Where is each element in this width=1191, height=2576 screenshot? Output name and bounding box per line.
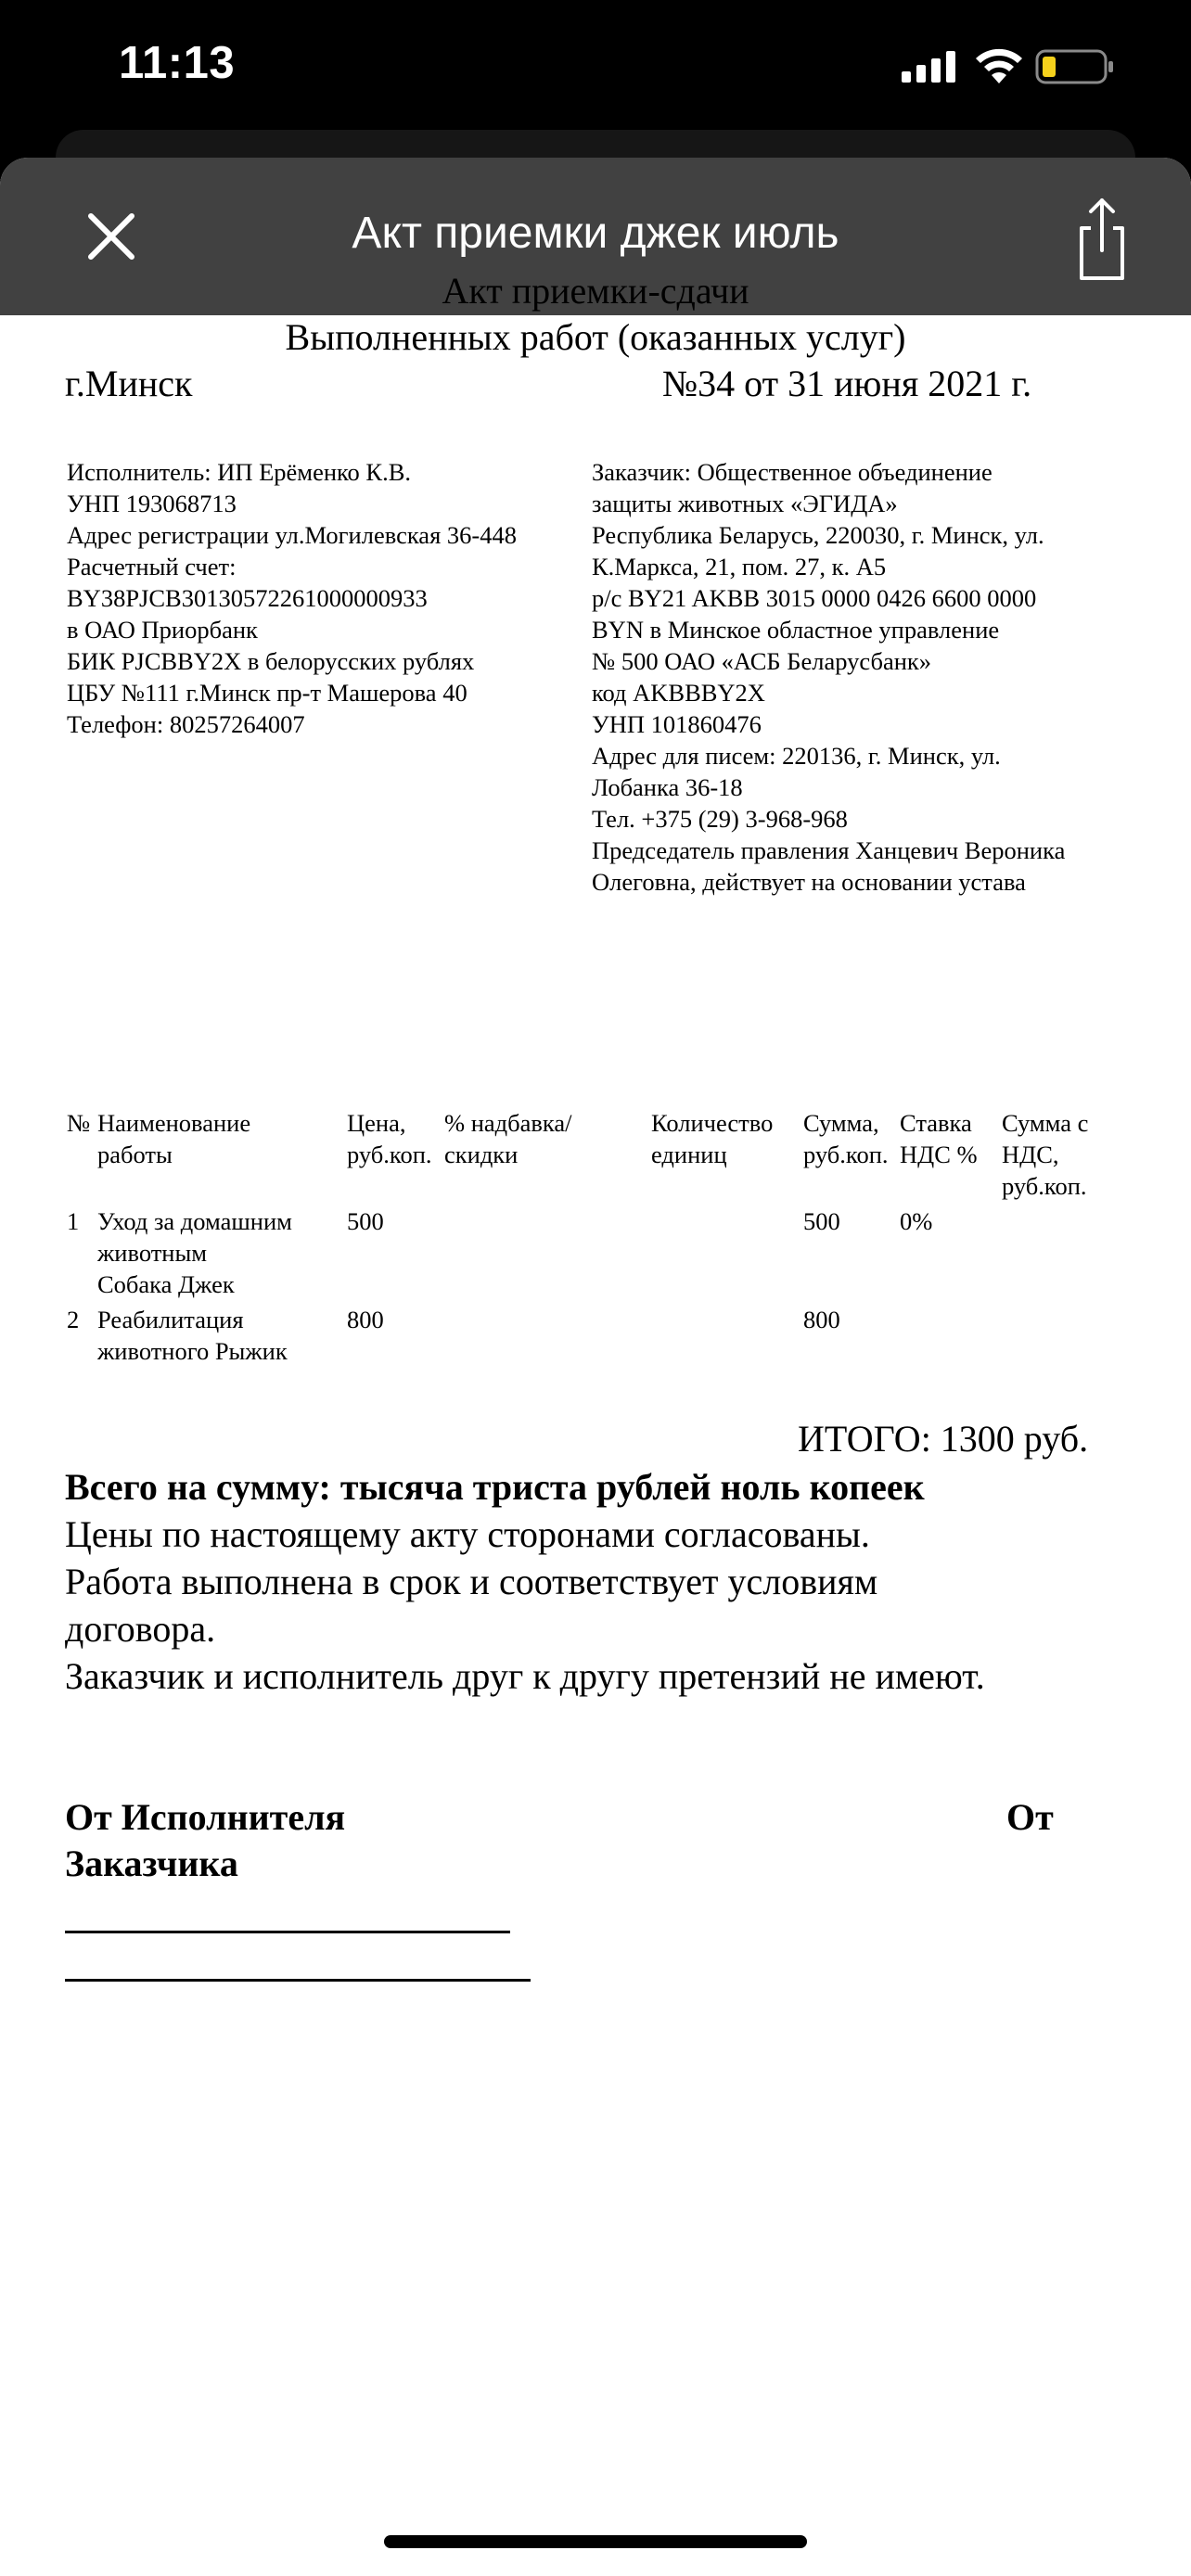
amount-in-words: Всего на сумму: тысяча триста рублей ноль копеек: [65, 1466, 925, 1508]
row1-num: 1: [67, 1207, 80, 1235]
customer-line: № 500 ОАО «АСБ Беларусбанк»: [592, 647, 932, 675]
executor-line: БИК PJCBBY2X в белорусских рублях: [67, 647, 475, 675]
customer-line: BYN в Минское областное управление: [592, 616, 1000, 644]
status-bar: [0, 0, 1191, 139]
customer-details: [592, 456, 1065, 898]
cell-text: Реабилитация: [97, 1306, 244, 1333]
col-header-vat-rate: [900, 1107, 978, 1170]
row1-sum: 500: [803, 1207, 840, 1235]
cell-text: животного Рыжик: [97, 1337, 288, 1365]
cell-text: животным: [97, 1239, 208, 1267]
cell-text: Уход за домашним: [97, 1207, 292, 1235]
row2-name: [97, 1304, 288, 1367]
doc-subtitle: Выполненных работ (оказанных услуг): [285, 316, 906, 358]
executor-line: ЦБУ №111 г.Минск пр-т Машерова 40: [67, 679, 467, 707]
closing-line: Цены по настоящему акту сторонами согласованы.: [65, 1513, 870, 1555]
customer-line: Заказчик: Общественное объединение: [592, 458, 992, 486]
cellular-signal-icon: [902, 51, 957, 83]
executor-line: BY38PJCB30130572261000000933: [67, 584, 428, 612]
executor-line: Исполнитель: ИП Ерёменко К.В.: [67, 458, 412, 486]
total-amount: ИТОГО: 1300 руб.: [798, 1418, 1089, 1460]
doc-title: Акт приемки-сдачи: [442, 270, 749, 312]
customer-line: Олеговна, действует на основании устава: [592, 868, 1026, 896]
customer-line: защиты животных «ЭГИДА»: [592, 490, 898, 517]
executor-details: [67, 456, 517, 740]
doc-city: г.Минск: [65, 363, 193, 404]
header-text: руб.коп.: [347, 1141, 432, 1168]
col-header-price: [347, 1107, 432, 1170]
signature-customer-label: Заказчика: [65, 1843, 238, 1884]
doc-number: №34 от 31 июня 2021 г.: [662, 363, 1032, 404]
header-text: НДС,: [1002, 1141, 1059, 1168]
customer-line: код AKBBBY2X: [592, 679, 765, 707]
customer-line: р/с BY21 AKBB 3015 0000 0426 6600 0000: [592, 584, 1037, 612]
signature-line: [65, 1931, 510, 1933]
battery-icon: [1035, 48, 1115, 85]
signature-executor-label: От Исполнителя: [65, 1796, 346, 1838]
closing-text: [65, 1463, 985, 1700]
col-header-markup: [444, 1107, 571, 1170]
executor-line: Телефон: 80257264007: [67, 710, 305, 738]
header-text: Сумма,: [803, 1109, 879, 1137]
wifi-icon: [974, 46, 1024, 85]
customer-line: К.Маркса, 21, пом. 27, к. А5: [592, 553, 887, 580]
row2-price: 800: [347, 1306, 384, 1333]
header-text: работы: [97, 1141, 173, 1168]
header-text: Количество: [651, 1109, 774, 1137]
header-text: % надбавка/: [444, 1109, 572, 1137]
signature-from-label: От: [1006, 1796, 1054, 1838]
customer-line: Лобанка 36-18: [592, 773, 743, 801]
closing-line: Работа выполнена в срок и соответствует условиям: [65, 1561, 878, 1602]
executor-line: в ОАО Приорбанк: [67, 616, 258, 644]
col-header-num: №: [67, 1109, 91, 1137]
header-text: НДС %: [900, 1141, 978, 1168]
header-text: Наименование: [97, 1109, 251, 1137]
signature-line: [65, 1979, 531, 1982]
header-text: Сумма с: [1002, 1109, 1089, 1137]
row2-num: 2: [67, 1306, 80, 1333]
row1-vat-rate: 0%: [900, 1207, 933, 1235]
cell-text: Собака Джек: [97, 1270, 235, 1298]
header-text: Ставка: [900, 1109, 972, 1137]
col-header-name: [97, 1107, 250, 1170]
col-header-qty: [651, 1107, 773, 1170]
executor-line: УНП 193068713: [67, 490, 237, 517]
customer-line: Адрес для писем: 220136, г. Минск, ул.: [592, 742, 1001, 770]
col-header-sum: [803, 1107, 889, 1170]
row1-name: [97, 1205, 292, 1300]
header-text: руб.коп.: [1002, 1172, 1087, 1200]
row2-sum: 800: [803, 1306, 840, 1333]
customer-line: Тел. +375 (29) 3-968-968: [592, 805, 848, 833]
col-header-sum-vat: [1002, 1107, 1088, 1202]
customer-line: Председатель правления Ханцевич Вероника: [592, 836, 1066, 864]
closing-line: договора.: [65, 1608, 216, 1650]
header-text: скидки: [444, 1141, 519, 1168]
status-time: 11:13: [119, 38, 236, 88]
document-title: Акт приемки джек июль: [352, 209, 839, 258]
customer-line: Республика Беларусь, 220030, г. Минск, ул.: [592, 521, 1044, 549]
header-text: Цена,: [347, 1109, 406, 1137]
header-text: руб.коп.: [803, 1141, 889, 1168]
customer-line: УНП 101860476: [592, 710, 762, 738]
header-text: единиц: [651, 1141, 727, 1168]
executor-line: Расчетный счет:: [67, 553, 237, 580]
row1-price: 500: [347, 1207, 384, 1235]
closing-line: Заказчик и исполнитель друг к другу претензий не имеют.: [65, 1655, 985, 1697]
executor-line: Адрес регистрации ул.Могилевская 36-448: [67, 521, 517, 549]
home-indicator[interactable]: [384, 2535, 807, 2548]
